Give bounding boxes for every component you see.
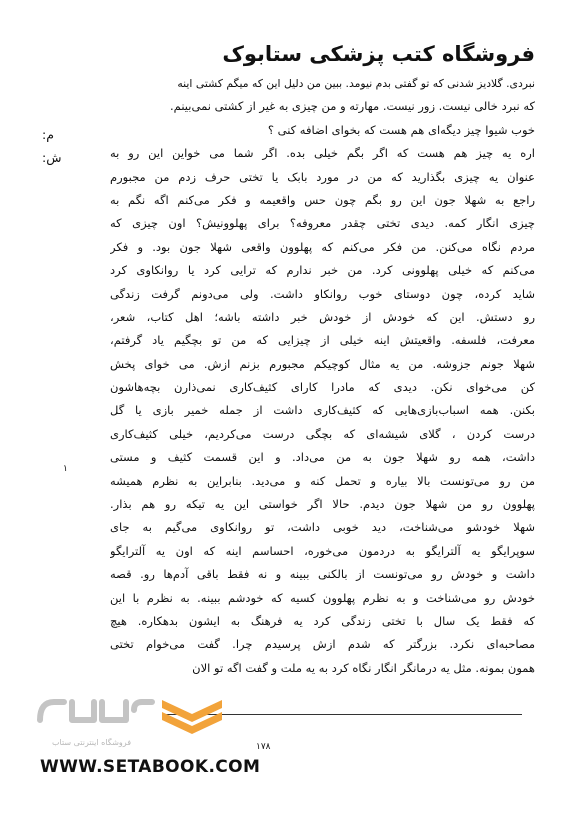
- body-line: خودش رو می‌شناخت و به نظرم پهلوون کسیه که خودشم ببینه. به نظرم با این: [110, 590, 535, 605]
- body-line: که فقط یک سال با تختی زندگی کرد یه فرهنگ به ایشون بدهکاره. هیچ: [110, 613, 535, 628]
- body-line: داشت، همه رو شهلا جون به من می‌داد. و این قسمت کثیف و مستی: [110, 450, 535, 465]
- body-line: همون بمونه. مثل یه درمانگر انگار نگاه کرد به یه ملت و گفت اگه تو الان: [192, 660, 535, 675]
- body-line: چیزی انگار کمه. دیدی تختی چقدر معروفه؟ برای پهلوونیش؟ اون چیزی که: [110, 216, 535, 231]
- body-line: بکنن. همه اسباب‌بازی‌هایی که کثیف‌کاری داشت از جمله خمیر بازی یا گل: [110, 403, 535, 418]
- store-title: فروشگاه کتب پزشکی ستابوک: [222, 42, 535, 66]
- body-line: راجع به شهلا جون این رو بگم چون حس واقعیمه و فکر می‌کنم اگه نگم به: [110, 192, 535, 207]
- body-line: شاید کرده، چون دوستای خوب روانکاو داشت. ولی می‌دونم گرفت زندگی: [110, 286, 535, 301]
- body-line: خوب شیوا چیز دیگه‌ای هم هست که بخوای اضافه کنی ؟: [267, 122, 535, 137]
- body-line: مردم نگاه می‌کنن. من فکر می‌کنم که پهلوون واقعی شهلا جون بود. و فکر: [110, 239, 535, 254]
- transcript-body: [110, 72, 535, 680]
- speaker-label-n: ش:: [42, 150, 62, 165]
- body-line: معرفت، فلسفه. واقعیتش اینه خیلی از چیزایی که من تو بچگیم یاد گرفتم،: [110, 333, 535, 348]
- body-line: درست کردن ، گلای شیشه‌ای که بچگی درست می‌کردیم، خیلی کثیف‌کاری: [110, 426, 535, 441]
- body-line: می‌کنم که خیلی پهلوونی کرد. من خبر ندارم که ترایی کرد یا روانکاوی کرد: [110, 263, 535, 278]
- body-line: داشت و خودش رو می‌تونست از بالکنی ببینه و نه فقط باقی آدم‌ها رو. قصه: [110, 567, 535, 582]
- logo-caption: فروشگاه اینترنتی ستاب: [52, 738, 132, 747]
- body-line: کن می‌خوای نکن. دیدی که مادرا کارای کثیف‌کاری نمی‌ذارن بچه‌هاشون: [110, 380, 535, 395]
- body-line: عنوان یه چیزی بگذارید که من در مورد بابک یا تختی حرف زدم من مجبورم: [110, 169, 535, 184]
- body-line: مصاحبه‌ای نکرد. بزرگتر که شدم ازش پرسیدم چرا. گفت می‌خوام تختی: [110, 637, 535, 652]
- setabook-logo: [34, 690, 224, 736]
- footnote-marker: ۱: [63, 464, 68, 474]
- speaker-label-m: م:: [42, 127, 54, 142]
- body-line: پهلوون رو من شهلا جون دیدم. حالا اگر خواستی این یه تیکه رو هم بذار.: [110, 497, 535, 512]
- body-line: شهلا جونم جزوشه. من یه مثال کوچیکم مجبورم بزنم ازش. می خوای پخش: [110, 356, 535, 371]
- body-line: که نبرد خالی نیست. زور نیست. مهارته و من چیزی به غیر از کشتی نمی‌بینم.: [170, 99, 535, 114]
- body-line: شهلا خودشو می‌شناخت، دید خوبی داشت، تو روانکاوی می‌گیم به جای: [110, 520, 535, 535]
- website-url[interactable]: WWW.SETABOOK.COM: [40, 757, 261, 777]
- page-number: ۱۷۸: [256, 742, 271, 752]
- body-line: سوپرایگو یه آلترایگو به دردمون می‌خوره، احساسم اینه که اون یه آلترایگو: [110, 543, 535, 558]
- body-line: اره یه چیز هم هست که اگر بگم خیلی بده. اگر شما می خواین این رو به: [110, 146, 535, 161]
- body-line: نبردی. گلادیز شدنی که تو گفتی بدم نیومد. ببین من دلیل این که میگم کشتی اینه: [177, 77, 535, 90]
- body-line: من رو می‌تونست بالا بیاره و تحمل کنه و می‌دید. بنابراین به نظرم همیشه: [110, 473, 535, 488]
- body-line: رو دستش. این که خودش از خودش خبر داشته باشه؛ اهل کتاب، شعر،: [110, 309, 535, 324]
